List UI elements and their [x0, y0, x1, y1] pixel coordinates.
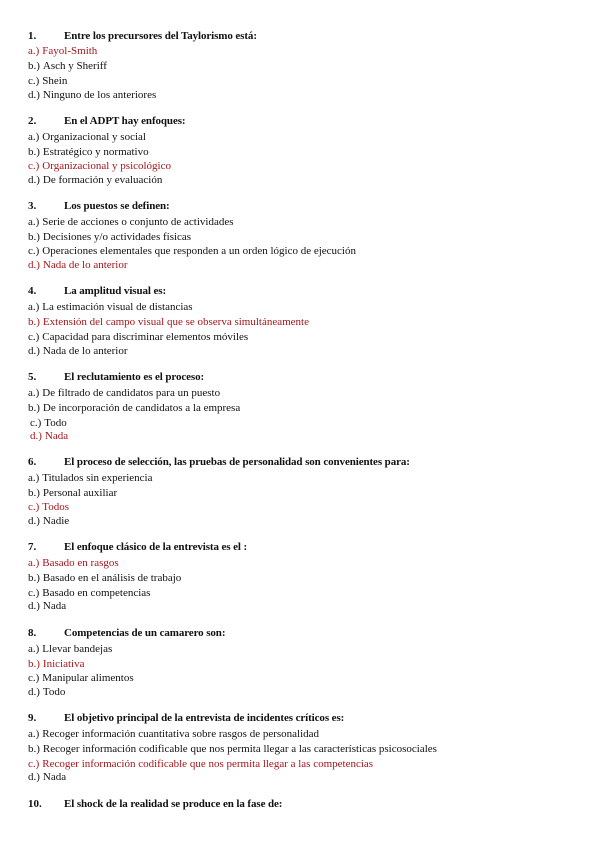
answer-option: c.) Manipular alimentos	[28, 672, 134, 684]
answer-option: b.) Personal auxiliar	[28, 487, 118, 499]
answer-option: d.) Nadie	[28, 515, 70, 527]
answer-option: d.) Ninguno de los anteriores	[28, 89, 157, 101]
answer-option: c.) Capacidad para discriminar elementos móviles	[28, 331, 249, 343]
answer-option: a.) Recoger información cuantitativa sobre rasgos de personalidad	[28, 728, 320, 740]
question-text: En el ADPT hay enfoques:	[64, 115, 186, 127]
answer-option: d.) Nada	[28, 771, 67, 783]
answer-option: a.) Fayol-Smith	[28, 45, 98, 57]
answer-option: d.) Nada de lo anterior	[28, 345, 128, 357]
question-number: 3.	[28, 200, 37, 212]
question-number: 8.	[28, 627, 37, 639]
question-text: El proceso de selección, las pruebas de personalidad son convenientes para:	[64, 456, 410, 468]
answer-option: a.) La estimación visual de distancias	[28, 301, 193, 313]
answer-option: a.) De filtrado de candidatos para un puesto	[28, 387, 221, 399]
answer-option: c.) Basado en competencias	[28, 587, 151, 599]
answer-option: a.) Serie de acciones o conjunto de actividades	[28, 216, 234, 228]
answer-option: b.) Asch y Sheriff	[28, 60, 107, 72]
answer-option: b.) Decisiones y/o actividades físicas	[28, 231, 192, 243]
question-number: 7.	[28, 541, 37, 553]
answer-option: b.) Extensión del campo visual que se observa simultáneamente	[28, 316, 309, 328]
answer-option: c.) Todo	[30, 417, 67, 429]
question-text: Los puestos se definen:	[64, 200, 170, 212]
question-text: La amplitud visual es:	[64, 285, 167, 297]
question-text: Entre los precursores del Taylorismo está:	[64, 30, 257, 42]
answer-option: c.) Todos	[28, 501, 70, 513]
answer-option: d.) Nada	[28, 600, 67, 612]
question-number: 1.	[28, 30, 37, 42]
question-number: 2.	[28, 115, 37, 127]
answer-option: a.) Llevar bandejas	[28, 643, 113, 655]
answer-option: b.) Iniciativa	[28, 658, 85, 670]
answer-option: a.) Basado en rasgos	[28, 557, 119, 569]
answer-option: b.) Recoger información codificable que nos permita llegar a las características psicosociales	[28, 743, 437, 755]
answer-option: d.) De formación y evaluación	[28, 174, 163, 186]
question-text: El reclutamiento es el proceso:	[64, 371, 205, 383]
answer-option: d.) Todo	[28, 686, 66, 698]
answer-option: b.) Estratégico y normativo	[28, 146, 149, 158]
question-number: 4.	[28, 285, 37, 297]
answer-option: d.) Nada	[30, 430, 69, 442]
question-text: El enfoque clásico de la entrevista es el :	[64, 541, 248, 553]
question-text: El shock de la realidad se produce en la fase de:	[64, 798, 283, 810]
answer-option: c.) Operaciones elementales que responden a un orden lógico de ejecución	[28, 245, 356, 257]
question-number: 9.	[28, 712, 37, 724]
answer-option: c.) Recoger información codificable que nos permita llegar a las competencias	[28, 758, 374, 770]
question-number: 10.	[28, 798, 42, 810]
answer-option: c.) Shein	[28, 75, 68, 87]
question-text: El objetivo principal de la entrevista de incidentes críticos es:	[64, 712, 345, 724]
answer-option: d.) Nada de lo anterior	[28, 259, 128, 271]
question-text: Competencias de un camarero son:	[64, 627, 226, 639]
answer-option: b.) De incorporación de candidatos a la empresa	[28, 402, 241, 414]
question-number: 6.	[28, 456, 37, 468]
answer-option: c.) Organizacional y psicológico	[28, 160, 171, 172]
question-number: 5.	[28, 371, 37, 383]
answer-option: b.) Basado en el análisis de trabajo	[28, 572, 182, 584]
answer-option: a.) Organizacional y social	[28, 131, 146, 143]
answer-option: a.) Titulados sin experiencia	[28, 472, 153, 484]
